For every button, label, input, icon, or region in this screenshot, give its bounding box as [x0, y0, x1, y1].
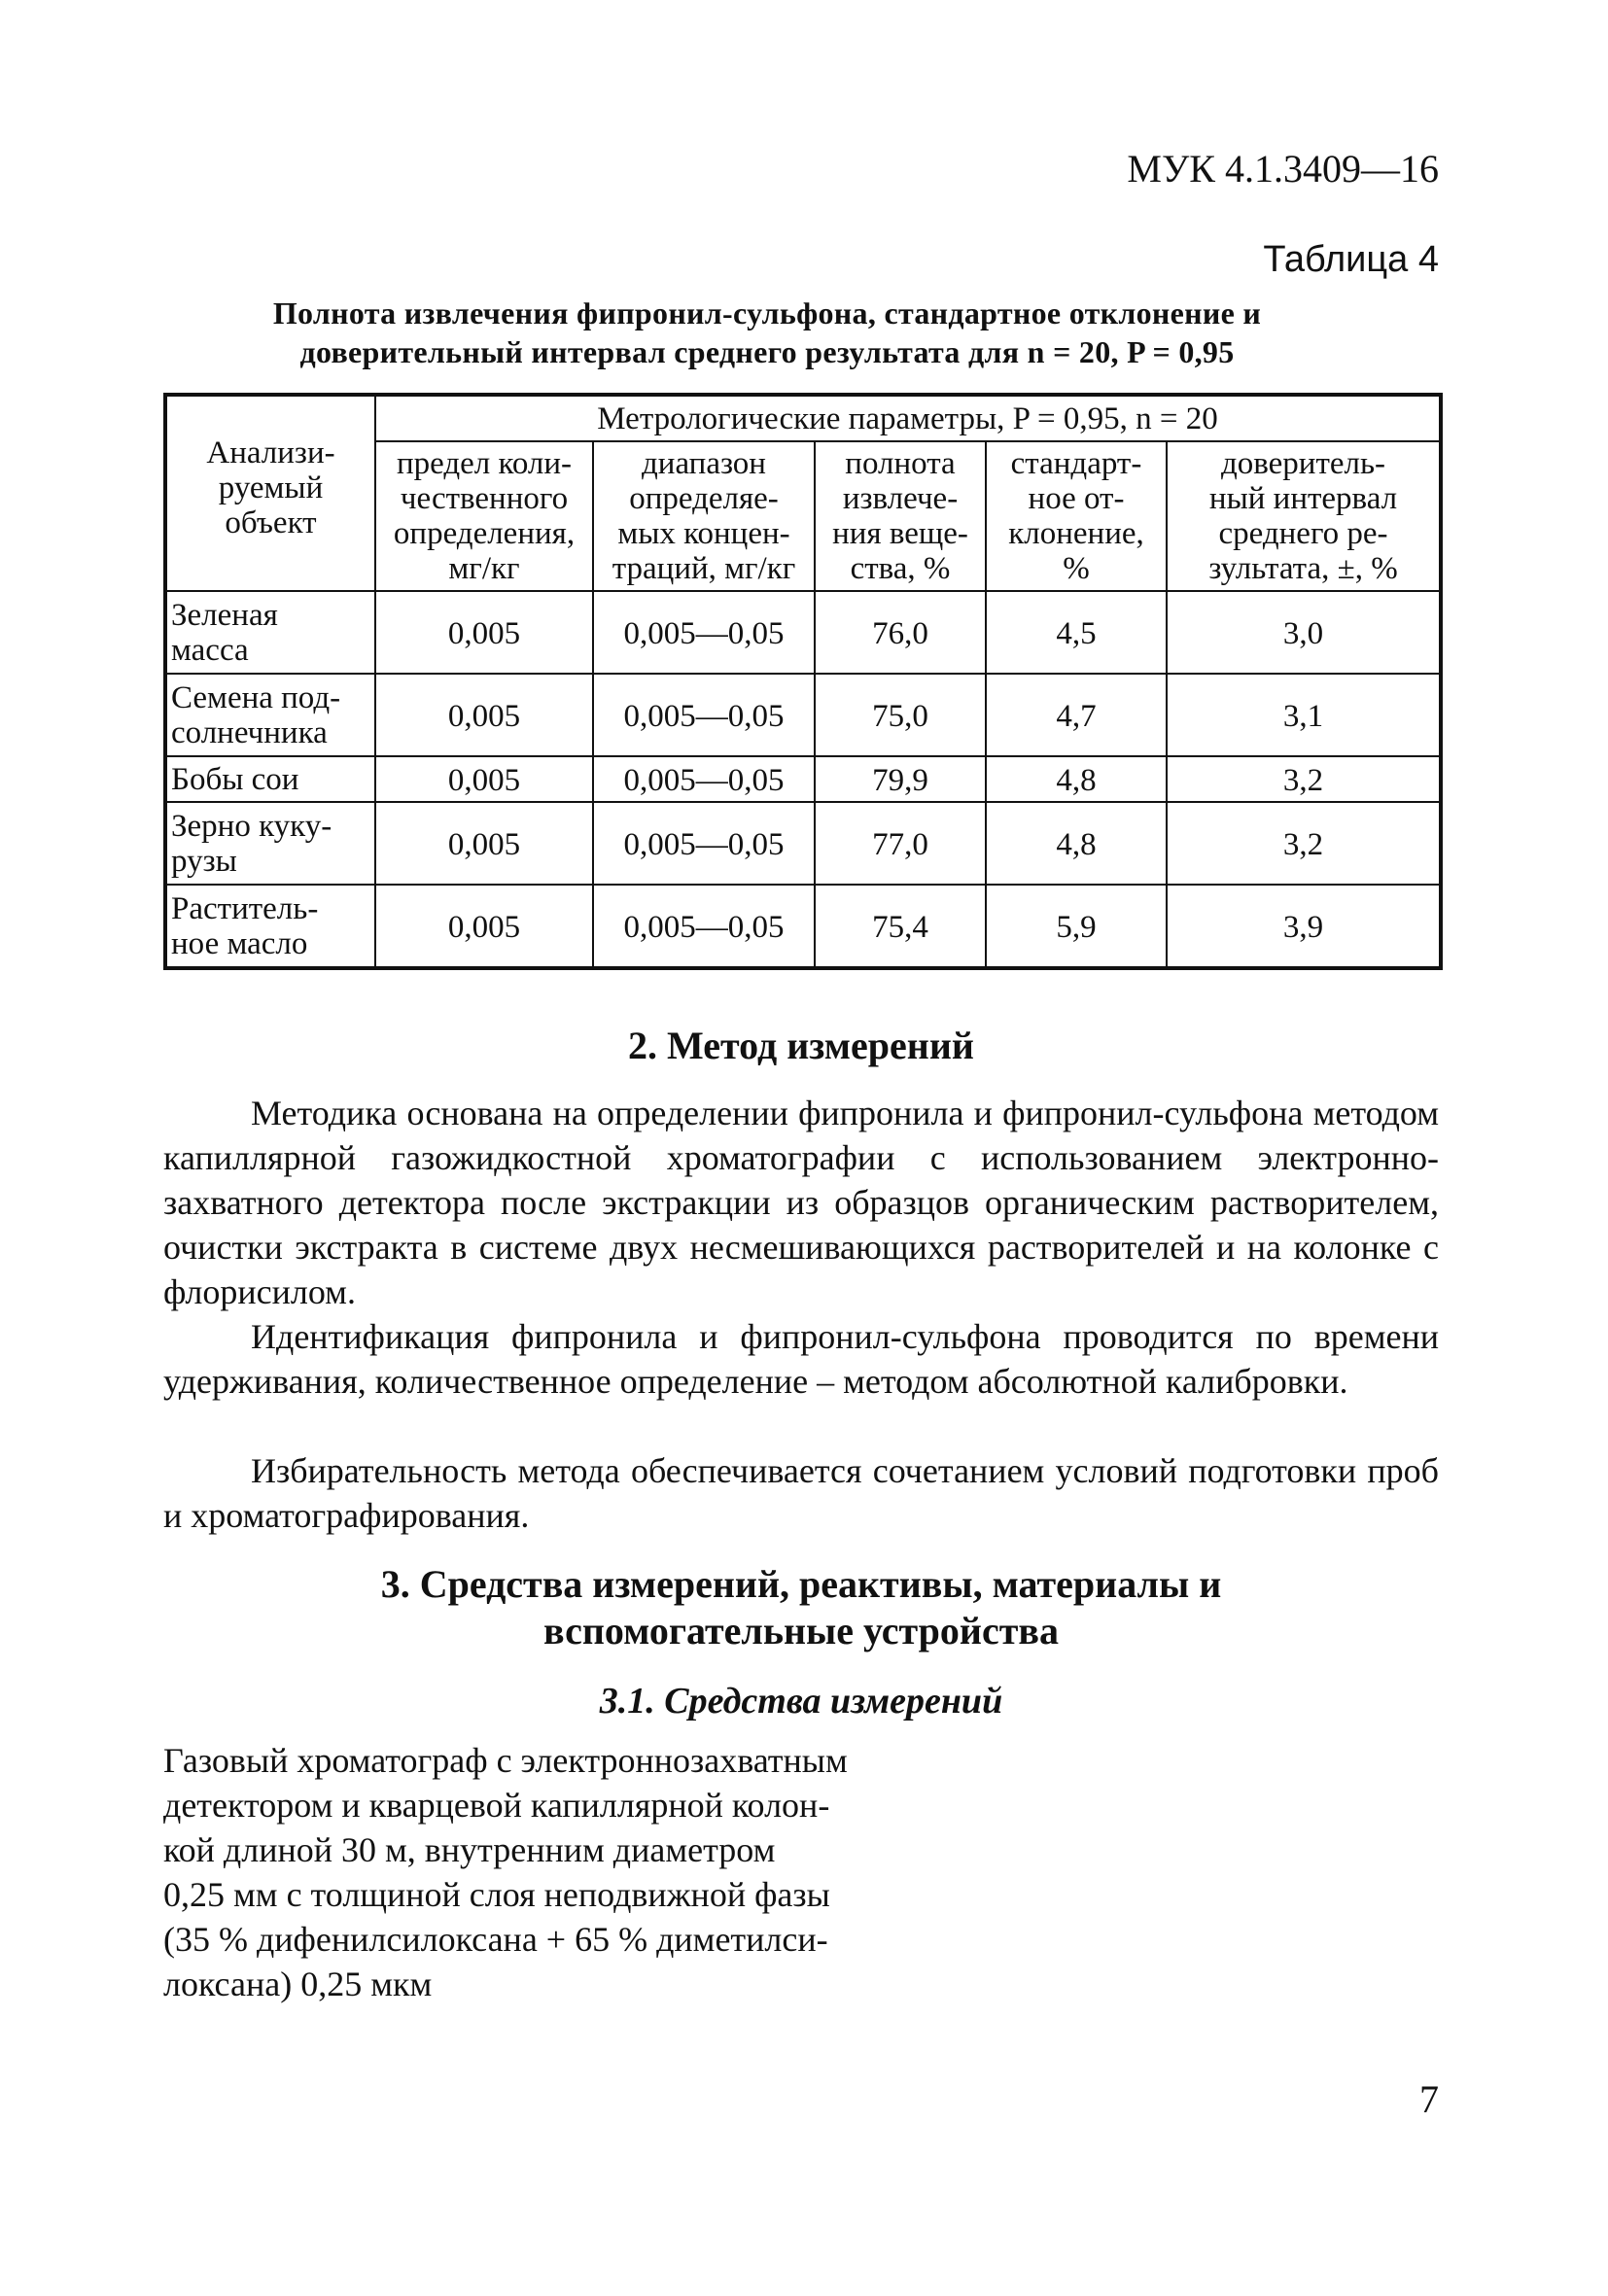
section-3-1-item-1: Газовый хроматограф с электроннозахватным детектором и кварцевой капиллярной колон- кой длиной 30 м, внутренним диаметром 0,25 мм с толщиной слоя неподвижной фазы (35 % дифенилсилоксана + 65 % диметилси- локсана) 0,25 мкм [163, 1741, 848, 2003]
value-cell: 4,8 [986, 756, 1167, 802]
table-caption [163, 294, 1371, 371]
column-header: доверитель- ный интервал среднего ре- зультата, ±, % [1167, 441, 1441, 591]
section-3-title [163, 1561, 1439, 1654]
table-row [165, 674, 1441, 756]
column-header: диапазон определяе- мых концен- траций, мг/кг [593, 441, 815, 591]
row-header-cell: Анализи- руемый объект [165, 395, 375, 591]
value-cell: 4,8 [986, 802, 1167, 885]
value-cell: 4,7 [986, 674, 1167, 756]
table-row [165, 591, 1441, 674]
value-cell: 0,005—0,05 [593, 674, 815, 756]
value-cell: 0,005 [375, 802, 593, 885]
value-cell: 3,9 [1167, 885, 1441, 968]
value-cell: 0,005 [375, 591, 593, 674]
value-cell: 0,005 [375, 756, 593, 802]
section-3-title-line-1: 3. Средства измерений, реактивы, материалы и [380, 1562, 1222, 1606]
object-cell: Семена под- солнечника [165, 674, 375, 756]
table-row [165, 885, 1441, 968]
object-cell: Бобы сои [165, 756, 375, 802]
value-cell: 0,005 [375, 674, 593, 756]
value-cell: 3,0 [1167, 591, 1441, 674]
value-cell: 76,0 [815, 591, 986, 674]
page-number: 7 [1419, 2077, 1439, 2121]
column-header: предел коли- чественного определения, мг/кг [375, 441, 593, 591]
object-cell: Зеленая масса [165, 591, 375, 674]
value-cell: 3,2 [1167, 756, 1441, 802]
document-code: МУК 4.1.3409—16 [1127, 147, 1439, 191]
value-cell: 3,1 [1167, 674, 1441, 756]
value-cell: 75,0 [815, 674, 986, 756]
value-cell: 77,0 [815, 802, 986, 885]
object-cell: Раститель- ное масло [165, 885, 375, 968]
value-cell: 0,005—0,05 [593, 885, 815, 968]
value-cell: 75,4 [815, 885, 986, 968]
section-2-paragraph-3: Избирательность метода обеспечивается сочетанием условий подготовки проб и хроматографирования. [163, 1451, 1439, 1535]
section-3-title-line-2: вспомогательные устройства [543, 1609, 1059, 1652]
column-header: стандарт- ное от- клонение, % [986, 441, 1167, 591]
table-caption-line-2: доверительный интервал среднего результата для n = 20, P = 0,95 [299, 334, 1235, 369]
value-cell: 0,005—0,05 [593, 591, 815, 674]
table-row [165, 802, 1441, 885]
section-2-paragraph-1: Методика основана на определении фипронила и фипронил-сульфона методом капиллярной газожидкостной хроматографии с использованием электронно-захватного детектора после экстракции из образцов органическим растворителем, очистки экстракта в системе двух несмешивающихся растворителей и на колонке с флорисилом. [163, 1094, 1439, 1311]
table-caption-line-1: Полнота извлечения фипронил-сульфона, стандартное отклонение и [272, 296, 1262, 330]
section-2-title: 2. Метод измерений [628, 1024, 974, 1067]
group-header-cell: Метрологические параметры, P = 0,95, n = 20 [375, 395, 1441, 441]
metrology-table [163, 393, 1443, 970]
value-cell: 79,9 [815, 756, 986, 802]
section-2-paragraph-2: Идентификация фипронила и фипронил-сульфона проводится по времени удерживания, количественное определение – методом абсолютной калибровки. [163, 1317, 1439, 1401]
value-cell: 0,005—0,05 [593, 756, 815, 802]
table-label: Таблица 4 [1263, 239, 1439, 280]
value-cell: 0,005 [375, 885, 593, 968]
table-row [165, 756, 1441, 802]
value-cell: 3,2 [1167, 802, 1441, 885]
object-cell: Зерно куку- рузы [165, 802, 375, 885]
column-header: полнота извлече- ния веще- ства, % [815, 441, 986, 591]
value-cell: 4,5 [986, 591, 1167, 674]
value-cell: 5,9 [986, 885, 1167, 968]
value-cell: 0,005—0,05 [593, 802, 815, 885]
subsection-3-1-title: 3.1. Средства измерений [599, 1681, 1003, 1722]
